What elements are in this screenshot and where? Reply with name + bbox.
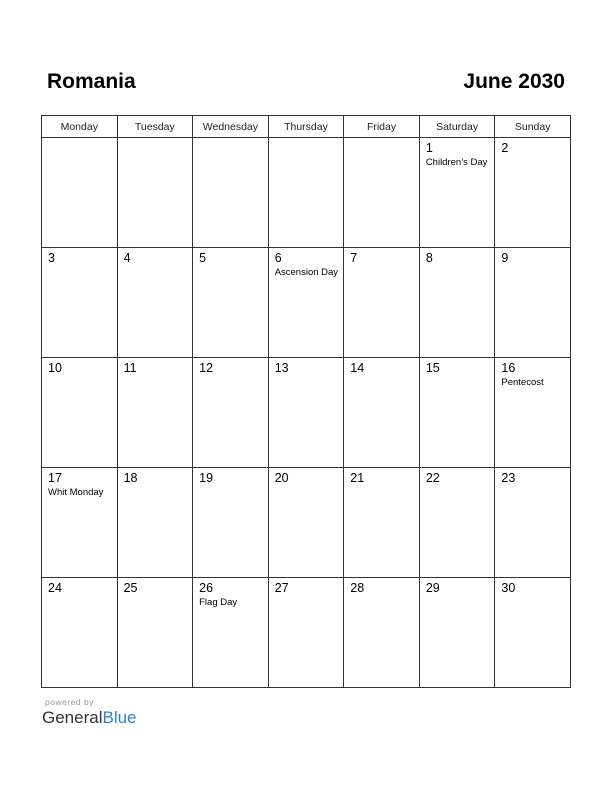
country-title: Romania <box>47 70 136 93</box>
day-number: 13 <box>274 361 289 375</box>
day-number: 10 <box>48 361 62 375</box>
day-number: 9 <box>501 251 509 265</box>
day-number: 22 <box>425 471 440 485</box>
day-number: 28 <box>350 581 365 595</box>
day-number: 12 <box>199 361 214 375</box>
calendar-body <box>42 138 571 688</box>
day-number: 21 <box>350 471 365 485</box>
week-row <box>42 248 571 358</box>
day-cell[interactable] <box>419 248 495 358</box>
day-number: 24 <box>48 581 62 595</box>
day-cell[interactable] <box>193 578 269 688</box>
day-number: 5 <box>199 251 207 265</box>
holiday-label: Children’s Day <box>425 157 488 168</box>
day-number: 29 <box>425 581 440 595</box>
calendar-grid <box>41 115 571 688</box>
weekday-thursday: Thursday <box>268 116 344 138</box>
weekday-tuesday: Tuesday <box>117 116 193 138</box>
day-cell[interactable] <box>42 358 118 468</box>
day-cell[interactable] <box>268 578 344 688</box>
day-cell[interactable] <box>495 248 571 358</box>
day-cell[interactable] <box>117 468 193 578</box>
day-cell[interactable] <box>419 138 495 248</box>
day-cell[interactable] <box>495 138 571 248</box>
weekday-friday: Friday <box>344 116 420 138</box>
day-number: 16 <box>501 361 516 375</box>
day-cell[interactable] <box>495 468 571 578</box>
week-row <box>42 578 571 688</box>
brand-blue-text: Blue <box>102 708 137 727</box>
day-cell[interactable] <box>268 248 344 358</box>
holiday-label: Whit Monday <box>48 487 104 498</box>
day-cell[interactable] <box>193 468 269 578</box>
day-cell[interactable] <box>42 578 118 688</box>
day-cell[interactable] <box>268 468 344 578</box>
day-number: 18 <box>123 471 138 485</box>
day-number: 27 <box>274 581 289 595</box>
day-cell[interactable] <box>495 578 571 688</box>
weekday-header-row <box>42 116 571 138</box>
day-number: 25 <box>123 581 138 595</box>
day-cell[interactable] <box>344 248 420 358</box>
powered-by-text: powered by <box>45 697 94 707</box>
weekday-saturday: Saturday <box>419 116 495 138</box>
day-cell[interactable] <box>193 248 269 358</box>
day-number: 14 <box>350 361 365 375</box>
day-number: 15 <box>425 361 440 375</box>
week-row <box>42 138 571 248</box>
day-cell[interactable] <box>419 578 495 688</box>
day-number: 1 <box>425 141 433 155</box>
month-title: June 2030 <box>463 70 565 93</box>
day-cell[interactable] <box>193 358 269 468</box>
day-number: 7 <box>350 251 358 265</box>
day-number: 17 <box>48 471 62 485</box>
week-row <box>42 468 571 578</box>
day-number: 11 <box>123 361 137 375</box>
day-number: 2 <box>501 141 509 155</box>
week-row <box>42 358 571 468</box>
holiday-label: Flag Day <box>199 597 238 608</box>
day-number: 6 <box>274 251 282 265</box>
day-cell[interactable] <box>117 578 193 688</box>
holiday-label: Ascension Day <box>274 267 339 278</box>
day-cell[interactable] <box>344 358 420 468</box>
day-number: 26 <box>199 581 214 595</box>
day-cell[interactable] <box>419 358 495 468</box>
day-cell[interactable] <box>268 358 344 468</box>
day-cell[interactable] <box>117 358 193 468</box>
day-cell[interactable] <box>117 248 193 358</box>
day-cell[interactable] <box>42 468 118 578</box>
day-number: 4 <box>123 251 131 265</box>
day-number: 30 <box>501 581 516 595</box>
day-cell[interactable] <box>193 138 269 248</box>
day-cell[interactable] <box>344 138 420 248</box>
day-cell[interactable] <box>344 468 420 578</box>
day-number: 20 <box>274 471 289 485</box>
weekday-wednesday: Wednesday <box>193 116 269 138</box>
day-cell[interactable] <box>42 248 118 358</box>
day-cell[interactable] <box>268 138 344 248</box>
day-cell[interactable] <box>42 138 118 248</box>
weekday-sunday: Sunday <box>495 116 571 138</box>
day-cell[interactable] <box>419 468 495 578</box>
brand-general-text: General <box>42 708 103 727</box>
day-cell[interactable] <box>344 578 420 688</box>
brand-logo[interactable] <box>42 708 137 728</box>
day-cell[interactable] <box>117 138 193 248</box>
day-cell[interactable] <box>495 358 571 468</box>
day-number: 23 <box>501 471 516 485</box>
day-number: 8 <box>425 251 433 265</box>
day-number: 19 <box>199 471 214 485</box>
weekday-monday: Monday <box>42 116 118 138</box>
holiday-label: Pentecost <box>501 377 544 388</box>
day-number: 3 <box>48 251 55 265</box>
